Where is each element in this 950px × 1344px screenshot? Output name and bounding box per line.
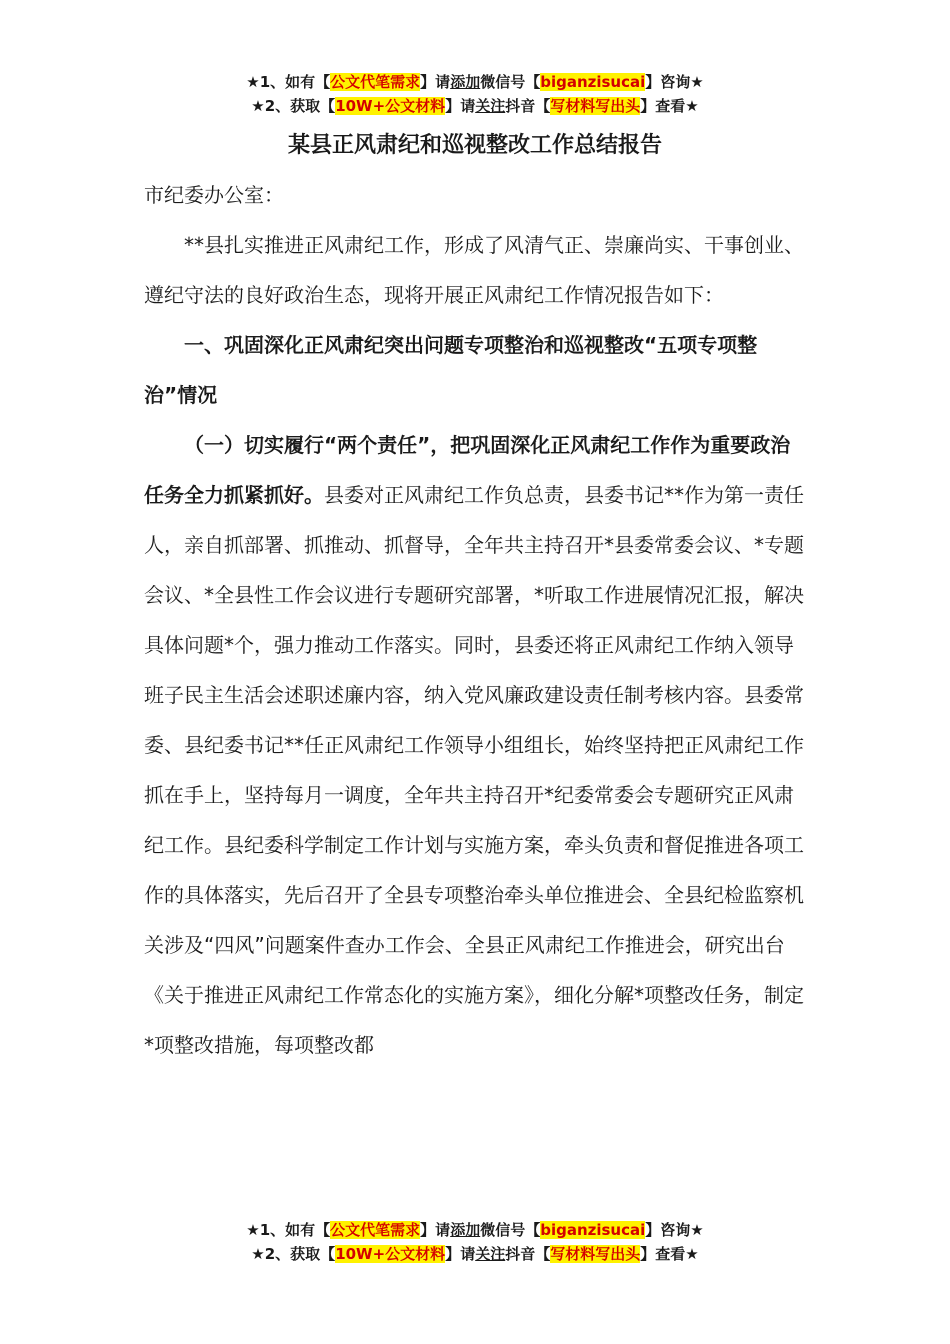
banner-text: 】请	[445, 1245, 476, 1263]
subsection-body: 县委对正风肃纪工作负总责，县委书记**作为第一责任人，亲自抓部署、抓推动、抓督导，全年共主持召开*县委常委会议、*专题会议、*全县性工作会议进行专题研究部署，*听取工作进展情况汇报，解决具体问题*个，强力推动工作落实。同时，县委还将正风肃纪工作纳入领导班子民主生活会述职述廉内容，纳入党风廉政建设责任制考核内容。县委常委、县纪委书记**任正风肃纪工作领导小组组长，始终坚持把正风肃纪工作抓在手上，坚持每月一调度，全年共主持召开*纪委常委会专题研究正风肃纪工作。县纪委科学制定工作计划与实施方案，牵头负责和督促推进各项工作的具体落实，先后召开了全县专项整治牵头单位推进会、全县纪检监察机关涉及“四风”问题案件查办工作会、全县正风肃纪工作推进会，研究出台《关于推进正风肃纪工作常态化的实施方案》，细化分解*项整改任务，制定*项整改措施，每项整改都	[144, 483, 804, 1057]
footer-banner	[0, 1218, 950, 1266]
banner-line-2	[0, 1242, 950, 1266]
banner-text: 抖音【	[505, 97, 551, 115]
banner-line-1	[0, 70, 950, 94]
banner-line-2	[0, 94, 950, 118]
banner-underline: 添加	[450, 1221, 481, 1239]
banner-text: 】查看★	[640, 1245, 699, 1263]
section-heading: 一、巩固深化正风肃纪突出问题专项整治和巡视整改“五项专项整治”情况	[144, 333, 758, 407]
banner-highlight: 写材料写出头	[550, 97, 641, 115]
banner-underline: 关注	[475, 97, 506, 115]
intro-paragraph: **县扎实推进正风肃纪工作，形成了风清气正、崇廉尚实、干事创业、遵纪守法的良好政治生态，现将开展正风肃纪工作情况报告如下：	[144, 233, 804, 307]
banner-highlight: 写材料写出头	[550, 1245, 641, 1263]
document-title: 某县正风肃纪和巡视整改工作总结报告	[287, 133, 662, 158]
header-banner	[0, 70, 950, 118]
banner-highlight: 10W+公文材料	[335, 1245, 446, 1263]
banner-text: ★1、如有【	[246, 1221, 331, 1239]
banner-text: 】查看★	[640, 97, 699, 115]
banner-text: 】咨询★	[645, 73, 704, 91]
banner-text: 】咨询★	[645, 1221, 704, 1239]
banner-text: 】请	[420, 73, 451, 91]
subsection-lead: （一）切实履行“两个责任”，把巩固深化正风肃纪工作作为重要政治任务全力抓紧抓好。	[144, 433, 791, 507]
banner-highlight: 公文代笔需求	[330, 1221, 421, 1239]
banner-text: ★2、获取【	[251, 97, 336, 115]
banner-highlight: 公文代笔需求	[330, 73, 421, 91]
banner-text: 】请	[420, 1221, 451, 1239]
banner-line-1	[0, 1218, 950, 1242]
banner-highlight: biganzisucai	[540, 1221, 646, 1239]
document-body	[144, 170, 808, 1070]
banner-highlight: biganzisucai	[540, 73, 646, 91]
banner-highlight: 10W+公文材料	[335, 97, 446, 115]
banner-text: ★2、获取【	[251, 1245, 336, 1263]
banner-text: 微信号【	[480, 1221, 541, 1239]
banner-text: 微信号【	[480, 73, 541, 91]
subsection-paragraph	[144, 420, 808, 1070]
banner-text: 】请	[445, 97, 476, 115]
banner-text: ★1、如有【	[246, 73, 331, 91]
banner-underline: 添加	[450, 73, 481, 91]
banner-underline: 关注	[475, 1245, 506, 1263]
banner-text: 抖音【	[505, 1245, 551, 1263]
salutation: 市纪委办公室：	[144, 183, 284, 207]
